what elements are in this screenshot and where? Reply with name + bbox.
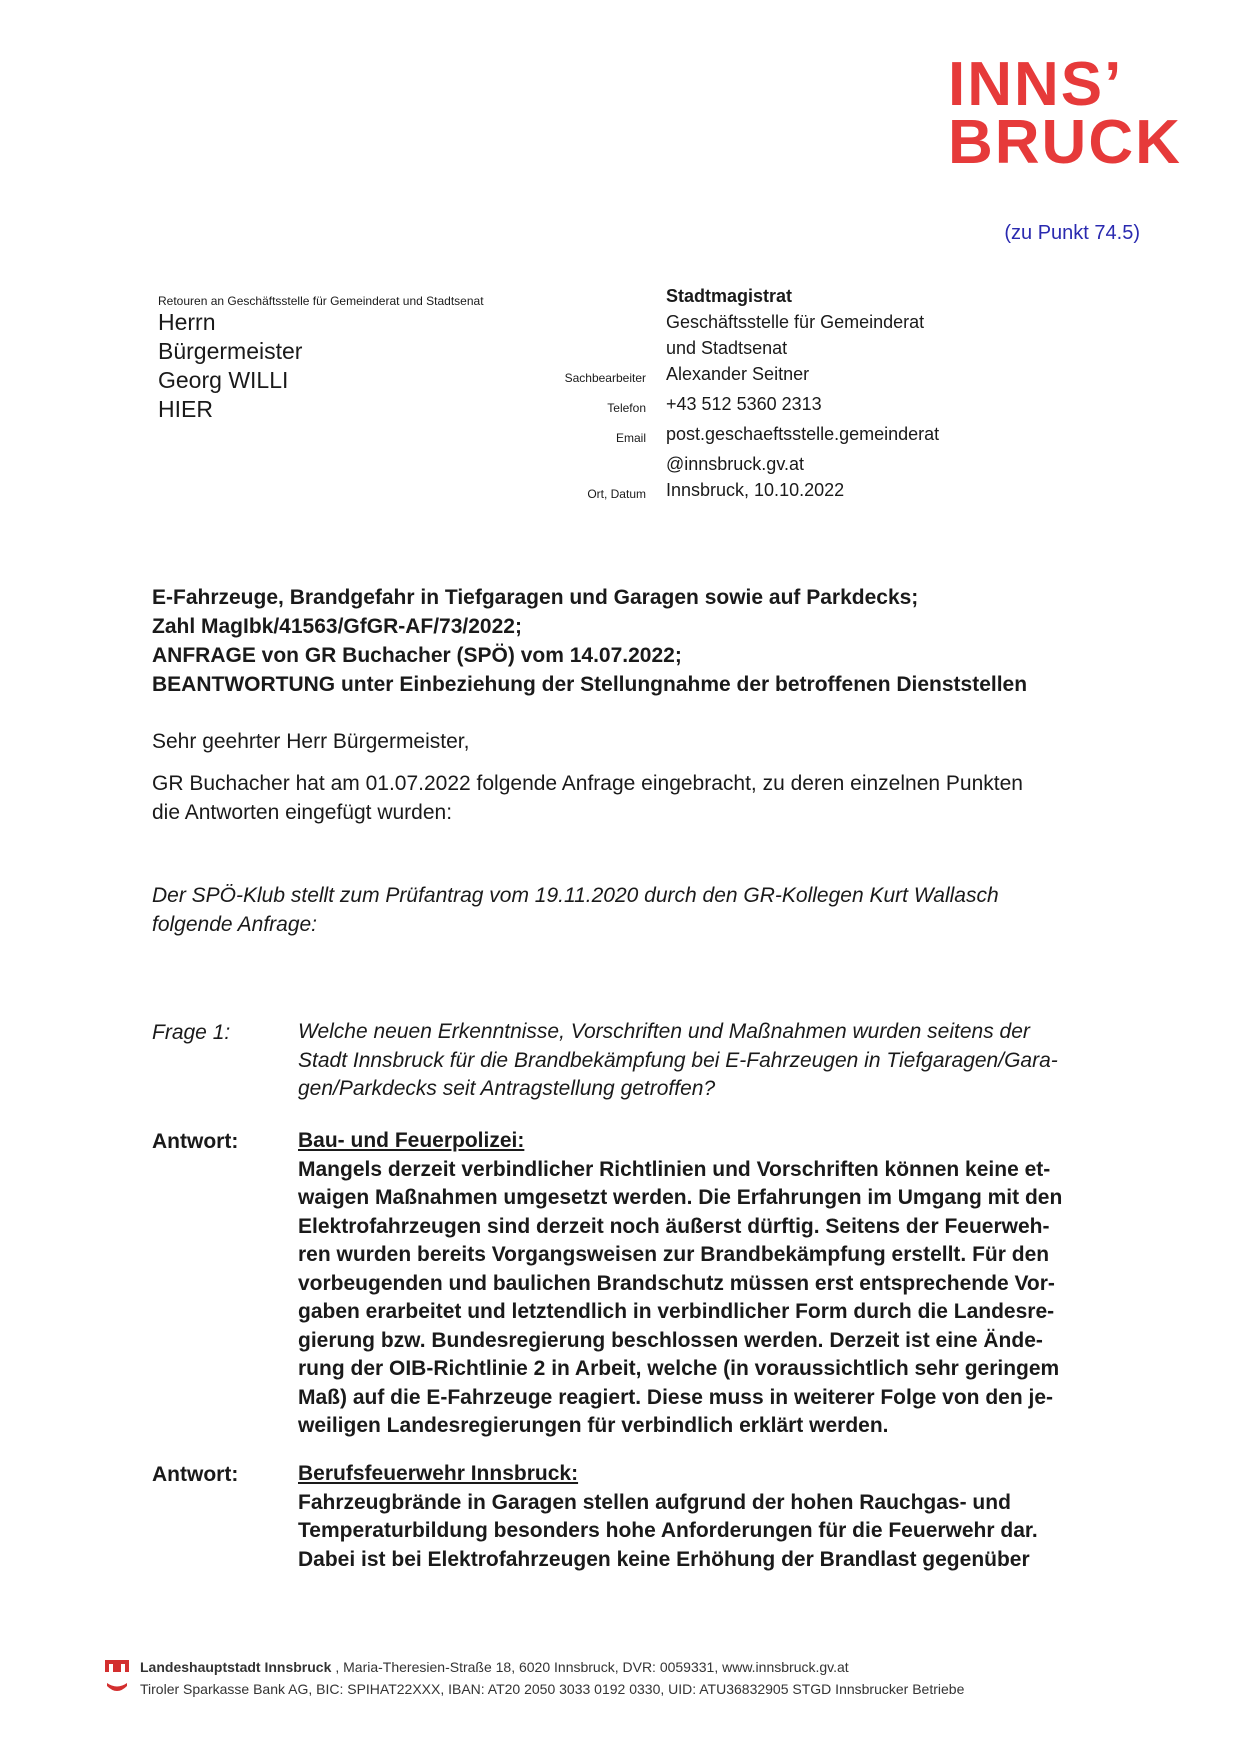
- clerk-name: Alexander Seitner: [666, 364, 810, 384]
- answer-1-label: Antwort:: [152, 1130, 239, 1153]
- footer-address: , Maria-Theresien-Straße 18, 6020 Innsbruck, DVR: 0059331, www.innsbruck.gv.at: [335, 1659, 849, 1675]
- subject-line: ANFRAGE von GR Buchacher (SPÖ) vom 14.07.2022;: [152, 644, 682, 667]
- email-line-1: post.geschaeftsstelle.gemeinderat: [666, 424, 940, 444]
- intro-line: GR Buchacher hat am 01.07.2022 folgende Anfrage eingebracht, zu deren einzelnen Punkten: [152, 772, 1023, 795]
- sender-block: [440, 283, 1000, 507]
- recipient-line: Georg WILLI: [158, 367, 289, 393]
- question-intro-line: folgende Anfrage:: [152, 913, 318, 936]
- logo-line-1: INNS’: [948, 50, 1124, 119]
- innsbruck-logo: [948, 50, 1194, 177]
- question-1-label: Frage 1:: [152, 1021, 231, 1044]
- recipient-address: [158, 308, 302, 424]
- answer-1-line: gierung bzw. Bundesregierung beschlossen werden. Derzeit ist eine Ände-: [298, 1328, 1043, 1352]
- recipient-line: Bürgermeister: [158, 338, 303, 364]
- question-1-line: Stadt Innsbruck für die Brandbekämpfung bei E-Fahrzeugen in Tiefgaragen/Gara-: [298, 1048, 1058, 1072]
- answer-1-line: Maß) auf die E-Fahrzeuge reagiert. Diese muss in weiterer Folge von den je-: [298, 1385, 1054, 1409]
- logo-line-2: BRUCK: [948, 108, 1182, 177]
- agenda-reference: (zu Punkt 74.5): [1004, 222, 1140, 244]
- subject-line: E-Fahrzeuge, Brandgefahr in Tiefgaragen und Garagen sowie auf Parkdecks;: [152, 586, 919, 609]
- answer-1-line: waigen Maßnahmen umgesetzt werden. Die Erfahrungen im Umgang mit den: [298, 1186, 1063, 1209]
- answer-1-heading: Bau- und Feuerpolizei:: [298, 1129, 525, 1152]
- answer-1-line: Mangels derzeit verbindlicher Richtlinien und Vorschriften können keine et-: [298, 1157, 1051, 1181]
- date-label: Ort, Datum: [587, 487, 646, 501]
- answer-2-text: [298, 1460, 1138, 1574]
- subject-block: [152, 583, 1152, 699]
- clerk-label: Sachbearbeiter: [564, 371, 646, 385]
- subject-line: Zahl MagIbk/41563/GfGR-AF/73/2022;: [152, 615, 522, 638]
- subject-line: BEANTWORTUNG unter Einbeziehung der Stellungnahme der betroffenen Dienststellen: [152, 673, 1028, 696]
- recipient-line: Herrn: [158, 309, 216, 335]
- answer-1-line: rung der OIB-Richtlinie 2 in Arbeit, welche (in voraussichtlich sehr geringem: [298, 1357, 1060, 1380]
- place-date: Innsbruck, 10.10.2022: [666, 480, 845, 500]
- answer-1-line: gaben erarbeitet und letztendlich in verbindlicher Form durch die Landesre-: [298, 1300, 1055, 1323]
- phone-label: Telefon: [607, 401, 646, 415]
- answer-2-heading: Berufsfeuerwehr Innsbruck:: [298, 1462, 579, 1485]
- return-address-note: Retouren an Geschäftsstelle für Gemeinderat und Stadtsenat: [158, 294, 484, 308]
- footer-bank-details: Tiroler Sparkasse Bank AG, BIC: SPIHAT22XXX, IBAN: AT20 2050 3033 0192 0330, UID: ATU36832905 STGD Innsbrucker Betriebe: [140, 1681, 965, 1697]
- answer-1-line: weiligen Landesregierungen für verbindlich erklärt werden.: [298, 1414, 889, 1437]
- email-label: Email: [615, 431, 646, 445]
- city-crest-icon: [104, 1658, 130, 1677]
- sender-org: Stadtmagistrat: [666, 286, 793, 306]
- intro-paragraph: [152, 769, 1132, 827]
- answer-2-line: Dabei ist bei Elektrofahrzeugen keine Erhöhung der Brandlast gegenüber: [298, 1547, 1030, 1571]
- sender-dept-line-1: Geschäftsstelle für Gemeinderat: [666, 312, 925, 332]
- recipient-line: HIER: [158, 396, 213, 422]
- answer-2-line: Fahrzeugbrände in Garagen stellen aufgrund der hohen Rauchgas- und: [298, 1490, 1011, 1514]
- shield-icon: [104, 1680, 130, 1699]
- sender-dept-line-2: und Stadtsenat: [666, 338, 788, 358]
- footer: [104, 1656, 1104, 1700]
- intro-line: die Antworten eingefügt wurden:: [152, 801, 453, 824]
- answer-2-line: Temperaturbildung besonders hohe Anforderungen für die Feuerwehr dar.: [298, 1519, 1038, 1542]
- question-intro-line: Der SPÖ-Klub stellt zum Prüfantrag vom 19.11.2020 durch den GR-Kollegen Kurt Wallasch: [152, 884, 999, 907]
- phone-number: +43 512 5360 2313: [666, 394, 822, 414]
- footer-city-name: Landeshauptstadt Innsbruck: [140, 1659, 332, 1675]
- answer-1-text: [298, 1127, 1138, 1441]
- question-intro: [152, 881, 1132, 939]
- answer-1-line: vorbeugenden und baulichen Brandschutz müssen erst entsprechende Vor-: [298, 1271, 1055, 1295]
- question-1-line: gen/Parkdecks seit Antragstellung getroffen?: [298, 1077, 716, 1100]
- answer-1-line: Elektrofahrzeugen sind derzeit noch äußerst dürftig. Seitens der Feuerweh-: [298, 1214, 1050, 1238]
- answer-2-label: Antwort:: [152, 1463, 239, 1486]
- email-line-2: @innsbruck.gv.at: [666, 454, 804, 474]
- answer-1-line: ren wurden bereits Vorgangsweisen zur Brandbekämpfung erstellt. Für den: [298, 1243, 1050, 1266]
- salutation: Sehr geehrter Herr Bürgermeister,: [152, 730, 470, 753]
- question-1-line: Welche neuen Erkenntnisse, Vorschriften und Maßnahmen wurden seitens der: [298, 1020, 1030, 1043]
- question-1-text: [298, 1018, 1138, 1104]
